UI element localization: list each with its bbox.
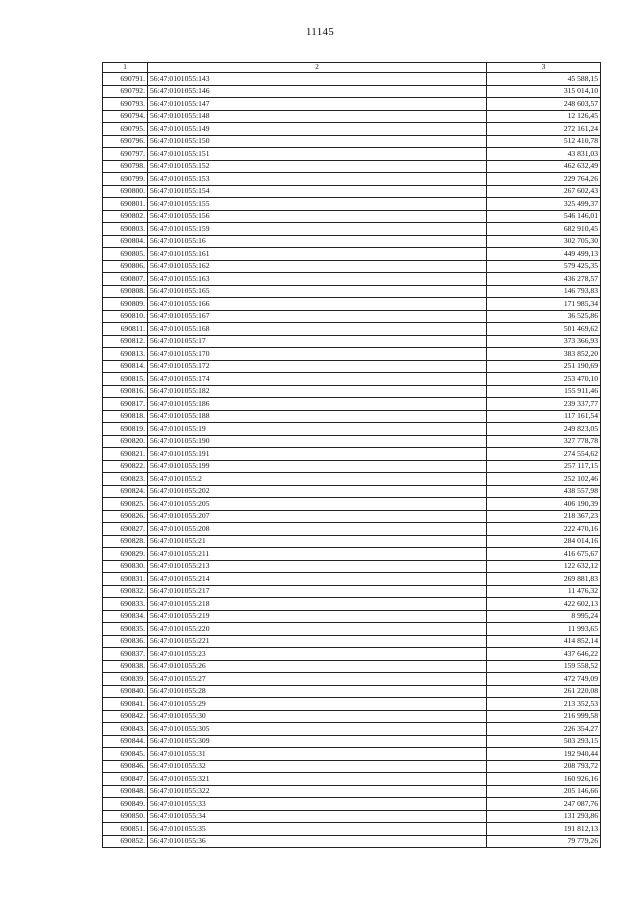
value-cell: 422 602,13 bbox=[487, 598, 601, 611]
table-row bbox=[103, 435, 601, 448]
row-number-cell: 690825. bbox=[103, 498, 148, 511]
table-row bbox=[103, 560, 601, 573]
row-number-cell: 690817. bbox=[103, 398, 148, 411]
cadastral-number-cell: 56:47:0101055:154 bbox=[148, 185, 487, 198]
value-cell: 437 646,22 bbox=[487, 648, 601, 661]
row-number-cell: 690823. bbox=[103, 473, 148, 486]
value-cell: 383 852,20 bbox=[487, 348, 601, 361]
row-number-cell: 690808. bbox=[103, 285, 148, 298]
table-row bbox=[103, 710, 601, 723]
row-number-cell: 690796. bbox=[103, 135, 148, 148]
cadastral-number-cell: 56:47:0101055:217 bbox=[148, 585, 487, 598]
table-row bbox=[103, 510, 601, 523]
cadastral-number-cell: 56:47:0101055:167 bbox=[148, 310, 487, 323]
row-number-cell: 690800. bbox=[103, 185, 148, 198]
row-number-cell: 690822. bbox=[103, 460, 148, 473]
value-cell: 438 557,98 bbox=[487, 485, 601, 498]
table-row bbox=[103, 85, 601, 98]
value-cell: 503 293,15 bbox=[487, 735, 601, 748]
cadastral-number-cell: 56:47:0101055:202 bbox=[148, 485, 487, 498]
cadastral-number-cell: 56:47:0101055:155 bbox=[148, 198, 487, 211]
table-row bbox=[103, 660, 601, 673]
value-cell: 8 995,24 bbox=[487, 610, 601, 623]
cadastral-number-cell: 56:47:0101055:211 bbox=[148, 548, 487, 561]
value-cell: 416 675,67 bbox=[487, 548, 601, 561]
table-row bbox=[103, 323, 601, 336]
value-cell: 79 779,26 bbox=[487, 835, 601, 848]
value-cell: 546 146,01 bbox=[487, 210, 601, 223]
row-number-cell: 690829. bbox=[103, 548, 148, 561]
table-row bbox=[103, 485, 601, 498]
cadastral-number-cell: 56:47:0101055:182 bbox=[148, 385, 487, 398]
value-cell: 253 470,10 bbox=[487, 373, 601, 386]
cadastral-number-cell: 56:47:0101055:19 bbox=[148, 423, 487, 436]
row-number-cell: 690799. bbox=[103, 173, 148, 186]
table-row bbox=[103, 548, 601, 561]
cadastral-number-cell: 56:47:0101055:143 bbox=[148, 73, 487, 86]
cadastral-number-cell: 56:47:0101055:148 bbox=[148, 110, 487, 123]
cadastral-number-cell: 56:47:0101055:321 bbox=[148, 773, 487, 786]
value-cell: 414 852,14 bbox=[487, 635, 601, 648]
cadastral-number-cell: 56:47:0101055:150 bbox=[148, 135, 487, 148]
table-row bbox=[103, 785, 601, 798]
cadastral-number-cell: 56:47:0101055:199 bbox=[148, 460, 487, 473]
table-row bbox=[103, 748, 601, 761]
cadastral-number-cell: 56:47:0101055:191 bbox=[148, 448, 487, 461]
table-row bbox=[103, 273, 601, 286]
row-number-cell: 690832. bbox=[103, 585, 148, 598]
table-row bbox=[103, 285, 601, 298]
cadastral-number-cell: 56:47:0101055:208 bbox=[148, 523, 487, 536]
cadastral-number-cell: 56:47:0101055:31 bbox=[148, 748, 487, 761]
table-row bbox=[103, 148, 601, 161]
value-cell: 248 603,57 bbox=[487, 98, 601, 111]
row-number-cell: 690801. bbox=[103, 198, 148, 211]
table-row bbox=[103, 248, 601, 261]
row-number-cell: 690848. bbox=[103, 785, 148, 798]
cadastral-number-cell: 56:47:0101055:213 bbox=[148, 560, 487, 573]
value-cell: 512 410,78 bbox=[487, 135, 601, 148]
row-number-cell: 690842. bbox=[103, 710, 148, 723]
row-number-cell: 690809. bbox=[103, 298, 148, 311]
row-number-cell: 690797. bbox=[103, 148, 148, 161]
cadastral-number-cell: 56:47:0101055:219 bbox=[148, 610, 487, 623]
cadastral-number-cell: 56:47:0101055:205 bbox=[148, 498, 487, 511]
cadastral-number-cell: 56:47:0101055:174 bbox=[148, 373, 487, 386]
value-cell: 226 354,27 bbox=[487, 723, 601, 736]
cadastral-number-cell: 56:47:0101055:30 bbox=[148, 710, 487, 723]
table-row bbox=[103, 735, 601, 748]
table-row bbox=[103, 473, 601, 486]
cadastral-number-cell: 56:47:0101055:162 bbox=[148, 260, 487, 273]
value-cell: 11 476,32 bbox=[487, 585, 601, 598]
cadastral-number-cell: 56:47:0101055:32 bbox=[148, 760, 487, 773]
cadastral-number-cell: 56:47:0101055:218 bbox=[148, 598, 487, 611]
value-cell: 45 588,15 bbox=[487, 73, 601, 86]
table-row bbox=[103, 73, 601, 86]
table-row bbox=[103, 698, 601, 711]
row-number-cell: 690851. bbox=[103, 823, 148, 836]
row-number-cell: 690849. bbox=[103, 798, 148, 811]
row-number-cell: 690846. bbox=[103, 760, 148, 773]
table-row bbox=[103, 173, 601, 186]
value-cell: 472 749,09 bbox=[487, 673, 601, 686]
value-cell: 205 146,66 bbox=[487, 785, 601, 798]
value-cell: 117 161,54 bbox=[487, 410, 601, 423]
row-number-cell: 690815. bbox=[103, 373, 148, 386]
cadastral-number-cell: 56:47:0101055:36 bbox=[148, 835, 487, 848]
value-cell: 229 764,26 bbox=[487, 173, 601, 186]
row-number-cell: 690819. bbox=[103, 423, 148, 436]
cadastral-number-cell: 56:47:0101055:170 bbox=[148, 348, 487, 361]
table-row bbox=[103, 160, 601, 173]
table-row bbox=[103, 135, 601, 148]
table-row bbox=[103, 310, 601, 323]
row-number-cell: 690841. bbox=[103, 698, 148, 711]
table-row bbox=[103, 260, 601, 273]
row-number-cell: 690810. bbox=[103, 310, 148, 323]
table-row bbox=[103, 598, 601, 611]
value-cell: 171 985,34 bbox=[487, 298, 601, 311]
column-header-1: 1 bbox=[103, 63, 148, 73]
row-number-cell: 690850. bbox=[103, 810, 148, 823]
cadastral-number-cell: 56:47:0101055:151 bbox=[148, 148, 487, 161]
cadastral-number-cell: 56:47:0101055:153 bbox=[148, 173, 487, 186]
cadastral-number-cell: 56:47:0101055:221 bbox=[148, 635, 487, 648]
row-number-cell: 690816. bbox=[103, 385, 148, 398]
row-number-cell: 690806. bbox=[103, 260, 148, 273]
row-number-cell: 690837. bbox=[103, 648, 148, 661]
value-cell: 12 126,45 bbox=[487, 110, 601, 123]
column-header-2: 2 bbox=[148, 63, 487, 73]
value-cell: 43 831,03 bbox=[487, 148, 601, 161]
row-number-cell: 690814. bbox=[103, 360, 148, 373]
table-row bbox=[103, 348, 601, 361]
table-row bbox=[103, 385, 601, 398]
table-row bbox=[103, 760, 601, 773]
table-row bbox=[103, 723, 601, 736]
value-cell: 239 337,77 bbox=[487, 398, 601, 411]
cadastral-number-cell: 56:47:0101055:16 bbox=[148, 235, 487, 248]
table-row bbox=[103, 373, 601, 386]
table-row bbox=[103, 410, 601, 423]
row-number-cell: 690820. bbox=[103, 435, 148, 448]
value-cell: 247 087,76 bbox=[487, 798, 601, 811]
table-row bbox=[103, 648, 601, 661]
table-row bbox=[103, 573, 601, 586]
table-row bbox=[103, 398, 601, 411]
value-cell: 191 812,13 bbox=[487, 823, 601, 836]
row-number-cell: 690804. bbox=[103, 235, 148, 248]
header-row bbox=[103, 63, 601, 73]
row-number-cell: 690844. bbox=[103, 735, 148, 748]
value-cell: 327 778,78 bbox=[487, 435, 601, 448]
table-row bbox=[103, 123, 601, 136]
value-cell: 272 161,24 bbox=[487, 123, 601, 136]
value-cell: 406 190,39 bbox=[487, 498, 601, 511]
row-number-cell: 690805. bbox=[103, 248, 148, 261]
value-cell: 501 469,62 bbox=[487, 323, 601, 336]
cadastral-number-cell: 56:47:0101055:33 bbox=[148, 798, 487, 811]
row-number-cell: 690838. bbox=[103, 660, 148, 673]
table-row bbox=[103, 498, 601, 511]
row-number-cell: 690824. bbox=[103, 485, 148, 498]
row-number-cell: 690845. bbox=[103, 748, 148, 761]
value-cell: 682 910,45 bbox=[487, 223, 601, 236]
row-number-cell: 690813. bbox=[103, 348, 148, 361]
row-number-cell: 690795. bbox=[103, 123, 148, 136]
value-cell: 192 940,44 bbox=[487, 748, 601, 761]
value-cell: 315 014,10 bbox=[487, 85, 601, 98]
value-cell: 269 881,83 bbox=[487, 573, 601, 586]
row-number-cell: 690830. bbox=[103, 560, 148, 573]
row-number-cell: 690802. bbox=[103, 210, 148, 223]
cadastral-number-cell: 56:47:0101055:17 bbox=[148, 335, 487, 348]
table-row bbox=[103, 673, 601, 686]
column-header-3: 3 bbox=[487, 63, 601, 73]
value-cell: 122 632,12 bbox=[487, 560, 601, 573]
row-number-cell: 690826. bbox=[103, 510, 148, 523]
table-row bbox=[103, 298, 601, 311]
cadastral-number-cell: 56:47:0101055:190 bbox=[148, 435, 487, 448]
value-cell: 257 117,15 bbox=[487, 460, 601, 473]
cadastral-number-cell: 56:47:0101055:186 bbox=[148, 398, 487, 411]
cadastral-number-cell: 56:47:0101055:166 bbox=[148, 298, 487, 311]
value-cell: 252 102,46 bbox=[487, 473, 601, 486]
row-number-cell: 690852. bbox=[103, 835, 148, 848]
value-cell: 284 014,16 bbox=[487, 535, 601, 548]
row-number-cell: 690847. bbox=[103, 773, 148, 786]
cadastral-number-cell: 56:47:0101055:214 bbox=[148, 573, 487, 586]
row-number-cell: 690833. bbox=[103, 598, 148, 611]
cadastral-number-cell: 56:47:0101055:188 bbox=[148, 410, 487, 423]
cadastral-number-cell: 56:47:0101055:147 bbox=[148, 98, 487, 111]
value-cell: 249 823,05 bbox=[487, 423, 601, 436]
table-row bbox=[103, 360, 601, 373]
row-number-cell: 690792. bbox=[103, 85, 148, 98]
table-row bbox=[103, 460, 601, 473]
table-row bbox=[103, 448, 601, 461]
value-cell: 449 499,13 bbox=[487, 248, 601, 261]
cadastral-number-cell: 56:47:0101055:21 bbox=[148, 535, 487, 548]
cadastral-number-cell: 56:47:0101055:305 bbox=[148, 723, 487, 736]
row-number-cell: 690811. bbox=[103, 323, 148, 336]
registry-table bbox=[102, 62, 601, 848]
table-header bbox=[103, 63, 601, 73]
value-cell: 373 366,93 bbox=[487, 335, 601, 348]
cadastral-number-cell: 56:47:0101055:26 bbox=[148, 660, 487, 673]
cadastral-number-cell: 56:47:0101055:220 bbox=[148, 623, 487, 636]
cadastral-number-cell: 56:47:0101055:146 bbox=[148, 85, 487, 98]
row-number-cell: 690803. bbox=[103, 223, 148, 236]
table-row bbox=[103, 523, 601, 536]
cadastral-number-cell: 56:47:0101055:152 bbox=[148, 160, 487, 173]
cadastral-number-cell: 56:47:0101055:35 bbox=[148, 823, 487, 836]
cadastral-number-cell: 56:47:0101055:156 bbox=[148, 210, 487, 223]
value-cell: 325 499,37 bbox=[487, 198, 601, 211]
cadastral-number-cell: 56:47:0101055:163 bbox=[148, 273, 487, 286]
table-row bbox=[103, 198, 601, 211]
value-cell: 36 525,86 bbox=[487, 310, 601, 323]
table-row bbox=[103, 223, 601, 236]
cadastral-number-cell: 56:47:0101055:34 bbox=[148, 810, 487, 823]
row-number-cell: 690839. bbox=[103, 673, 148, 686]
table-row bbox=[103, 685, 601, 698]
cadastral-number-cell: 56:47:0101055:309 bbox=[148, 735, 487, 748]
cadastral-number-cell: 56:47:0101055:159 bbox=[148, 223, 487, 236]
row-number-cell: 690840. bbox=[103, 685, 148, 698]
row-number-cell: 690835. bbox=[103, 623, 148, 636]
table-row bbox=[103, 610, 601, 623]
page-number: 11145 bbox=[305, 26, 335, 38]
row-number-cell: 690791. bbox=[103, 73, 148, 86]
value-cell: 222 470,16 bbox=[487, 523, 601, 536]
value-cell: 462 632,49 bbox=[487, 160, 601, 173]
table-row bbox=[103, 798, 601, 811]
value-cell: 146 793,83 bbox=[487, 285, 601, 298]
value-cell: 274 554,62 bbox=[487, 448, 601, 461]
value-cell: 436 278,57 bbox=[487, 273, 601, 286]
cadastral-number-cell: 56:47:0101055:168 bbox=[148, 323, 487, 336]
row-number-cell: 690828. bbox=[103, 535, 148, 548]
table-row bbox=[103, 110, 601, 123]
value-cell: 131 293,86 bbox=[487, 810, 601, 823]
cadastral-number-cell: 56:47:0101055:207 bbox=[148, 510, 487, 523]
value-cell: 213 352,53 bbox=[487, 698, 601, 711]
value-cell: 11 993,65 bbox=[487, 623, 601, 636]
cadastral-number-cell: 56:47:0101055:27 bbox=[148, 673, 487, 686]
table-row bbox=[103, 810, 601, 823]
table-row bbox=[103, 835, 601, 848]
value-cell: 218 367,23 bbox=[487, 510, 601, 523]
value-cell: 267 602,43 bbox=[487, 185, 601, 198]
row-number-cell: 690818. bbox=[103, 410, 148, 423]
value-cell: 302 705,30 bbox=[487, 235, 601, 248]
row-number-cell: 690821. bbox=[103, 448, 148, 461]
table-row bbox=[103, 423, 601, 436]
row-number-cell: 690831. bbox=[103, 573, 148, 586]
row-number-cell: 690843. bbox=[103, 723, 148, 736]
row-number-cell: 690836. bbox=[103, 635, 148, 648]
table-row bbox=[103, 210, 601, 223]
value-cell: 208 793,72 bbox=[487, 760, 601, 773]
row-number-cell: 690793. bbox=[103, 98, 148, 111]
row-number-cell: 690834. bbox=[103, 610, 148, 623]
table-row bbox=[103, 98, 601, 111]
table-row bbox=[103, 185, 601, 198]
table-row bbox=[103, 773, 601, 786]
table-row bbox=[103, 335, 601, 348]
table-row bbox=[103, 623, 601, 636]
row-number-cell: 690798. bbox=[103, 160, 148, 173]
row-number-cell: 690827. bbox=[103, 523, 148, 536]
cadastral-number-cell: 56:47:0101055:172 bbox=[148, 360, 487, 373]
table-row bbox=[103, 823, 601, 836]
row-number-cell: 690812. bbox=[103, 335, 148, 348]
value-cell: 579 425,35 bbox=[487, 260, 601, 273]
cadastral-number-cell: 56:47:0101055:2 bbox=[148, 473, 487, 486]
cadastral-number-cell: 56:47:0101055:149 bbox=[148, 123, 487, 136]
value-cell: 159 558,52 bbox=[487, 660, 601, 673]
cadastral-number-cell: 56:47:0101055:161 bbox=[148, 248, 487, 261]
cadastral-number-cell: 56:47:0101055:28 bbox=[148, 685, 487, 698]
value-cell: 251 190,69 bbox=[487, 360, 601, 373]
value-cell: 155 911,46 bbox=[487, 385, 601, 398]
table-body bbox=[103, 73, 601, 848]
row-number-cell: 690807. bbox=[103, 273, 148, 286]
cadastral-number-cell: 56:47:0101055:29 bbox=[148, 698, 487, 711]
table-row bbox=[103, 535, 601, 548]
table-row bbox=[103, 235, 601, 248]
value-cell: 160 926,16 bbox=[487, 773, 601, 786]
table-row bbox=[103, 585, 601, 598]
value-cell: 261 220,08 bbox=[487, 685, 601, 698]
table-row bbox=[103, 635, 601, 648]
value-cell: 216 999,58 bbox=[487, 710, 601, 723]
cadastral-number-cell: 56:47:0101055:23 bbox=[148, 648, 487, 661]
cadastral-number-cell: 56:47:0101055:322 bbox=[148, 785, 487, 798]
cadastral-number-cell: 56:47:0101055:165 bbox=[148, 285, 487, 298]
row-number-cell: 690794. bbox=[103, 110, 148, 123]
